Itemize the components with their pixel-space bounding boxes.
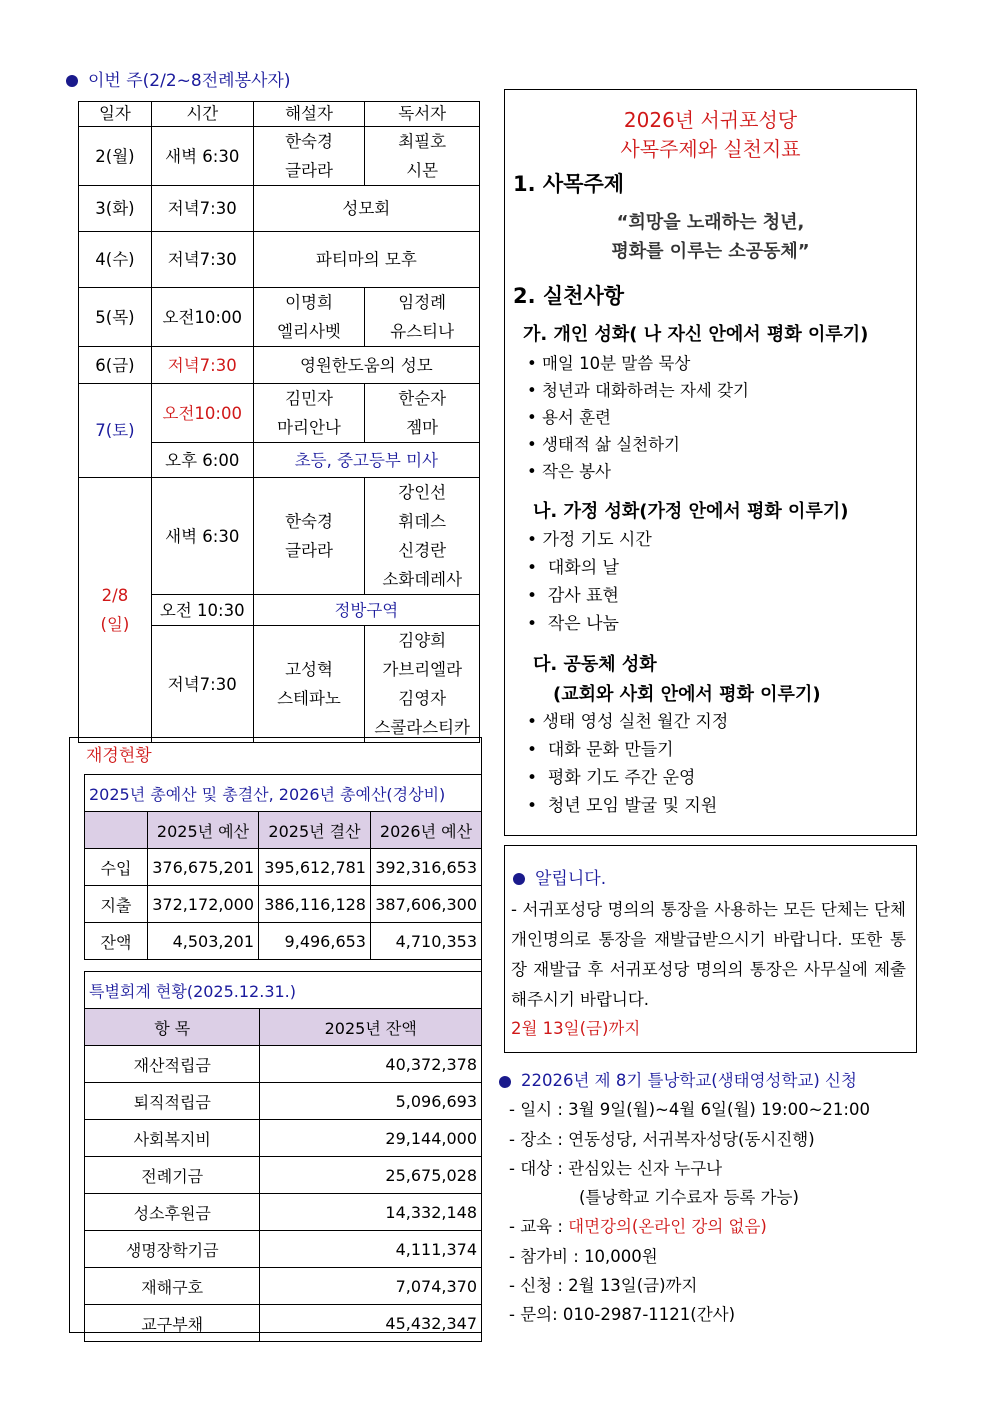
date-cell: 2(월) bbox=[79, 127, 152, 186]
event-cell: 영원한도움의 성모 bbox=[253, 347, 479, 384]
plan-title-2: 사목주제와 실천지표 bbox=[620, 137, 801, 161]
col-commentator: 해설자 bbox=[253, 102, 365, 127]
school-date: - 일시 : 3월 9일(월)~4월 6일(월) 19:00~21:00 bbox=[509, 1100, 870, 1120]
col-2025-settlement: 2025년 결산 bbox=[259, 812, 371, 849]
plan-title-1: 2026년 서귀포성당 bbox=[623, 108, 798, 132]
family-list bbox=[527, 526, 916, 638]
table-row bbox=[79, 347, 480, 384]
table-row: 지출 372,172,000 386,116,128 387,606,300 bbox=[85, 886, 482, 923]
list-item: • 감사 표현 bbox=[527, 586, 619, 606]
school-place: - 장소 : 연동성당, 서귀복자성당(동시진행) bbox=[509, 1129, 815, 1149]
school-target: - 대상 : 관심있는 신자 누구나 bbox=[509, 1158, 723, 1178]
list-item: • 대화 문화 만들기 bbox=[527, 740, 674, 760]
special-account-table bbox=[84, 971, 482, 1342]
budget-table bbox=[84, 774, 482, 960]
time-cell: 오전 10:30 bbox=[151, 595, 253, 626]
school-education: - 교육 : 대면강의(온라인 강의 없음) bbox=[509, 1217, 767, 1237]
community-title: 다. 공동체 성화 bbox=[533, 654, 657, 675]
col-2025-budget: 2025년 예산 bbox=[148, 812, 259, 849]
bullet-icon bbox=[513, 873, 525, 885]
header-blank bbox=[85, 812, 148, 849]
col-time: 시간 bbox=[151, 102, 253, 127]
notice-heading bbox=[513, 864, 916, 889]
table-row bbox=[79, 384, 480, 443]
personal-list bbox=[527, 350, 916, 485]
notice-deadline: 2월 13일(금)까지 bbox=[511, 1019, 641, 1038]
reader-cell: 한순자 젬마 bbox=[365, 384, 480, 443]
table-row: 생명장학기금 4,111,374 bbox=[85, 1231, 482, 1268]
budget-title: 2025년 총예산 및 총결산, 2026년 총예산(경상비) bbox=[85, 775, 482, 812]
list-item: • 가정 기도 시간 bbox=[527, 530, 652, 550]
list-item: • 작은 나눔 bbox=[527, 614, 619, 634]
list-item: • 작은 봉사 bbox=[527, 462, 611, 481]
table-row: 재해구호 7,074,370 bbox=[85, 1268, 482, 1305]
theme-line-2: 평화를 이루는 소공동체” bbox=[611, 241, 810, 262]
list-item: • 평화 기도 주간 운영 bbox=[527, 768, 696, 788]
list-item: • 생태적 삶 실천하기 bbox=[527, 435, 680, 454]
commentator-cell: 한숙경 글라라 bbox=[253, 478, 365, 595]
event-cell: 초등, 중고등부 미사 bbox=[253, 443, 479, 478]
table-row: 수입 376,675,201 395,612,781 392,316,653 bbox=[85, 849, 482, 886]
time-cell: 새벽 6:30 bbox=[151, 478, 253, 595]
list-item: • 청년과 대화하려는 자세 갖기 bbox=[527, 381, 749, 400]
table-row: 잔액 4,503,201 9,496,653 4,710,353 bbox=[85, 923, 482, 960]
time-cell: 저녁7:30 bbox=[151, 186, 253, 232]
commentator-cell: 고성혁 스테파노 bbox=[253, 626, 365, 743]
list-item: • 대화의 날 bbox=[527, 558, 619, 578]
table-row: 교구부채 45,432,347 bbox=[85, 1305, 482, 1342]
table-row bbox=[79, 127, 480, 186]
commentator-cell: 한숙경 글라라 bbox=[253, 127, 365, 186]
col-balance: 2025년 잔액 bbox=[260, 1009, 482, 1046]
col-2026-budget: 2026년 예산 bbox=[370, 812, 481, 849]
list-item: • 매일 10분 말씀 묵상 bbox=[527, 354, 691, 373]
school-title: 22026년 제 8기 틀낭학교(생태영성학교) 신청 bbox=[521, 1071, 857, 1090]
date-cell: 3(화) bbox=[79, 186, 152, 232]
table-header-row bbox=[79, 102, 480, 127]
finance-box bbox=[69, 737, 482, 1333]
table-row bbox=[79, 186, 480, 232]
reader-cell: 강인선 휘데스 신경란 소화데레사 bbox=[365, 478, 480, 595]
list-item: • 청년 모임 발굴 및 지원 bbox=[527, 796, 718, 816]
col-reader: 독서자 bbox=[365, 102, 480, 127]
weekly-servers-heading bbox=[66, 66, 290, 91]
time-cell: 오전10:00 bbox=[151, 384, 253, 443]
reader-cell: 임정례 유스티나 bbox=[365, 288, 480, 347]
family-title: 나. 가정 성화(가정 안에서 평화 이루기) bbox=[533, 501, 849, 522]
notice-box bbox=[504, 845, 917, 1053]
date-cell: 6(금) bbox=[79, 347, 152, 384]
time-cell: 새벽 6:30 bbox=[151, 127, 253, 186]
heading-text: 이번 주(2/2~8전례봉사자) bbox=[88, 71, 291, 91]
bullet-icon bbox=[499, 1076, 511, 1088]
reader-cell: 김양희 가브리엘라 김영자 스콜라스티카 bbox=[365, 626, 480, 743]
theme-line-1: “희망을 노래하는 청년, bbox=[616, 212, 805, 233]
pastoral-plan-box bbox=[504, 89, 917, 836]
time-cell: 오전10:00 bbox=[151, 288, 253, 347]
col-item: 항 목 bbox=[85, 1009, 260, 1046]
date-cell: 2/8 (일) bbox=[79, 478, 152, 743]
event-cell: 성모회 bbox=[253, 186, 479, 232]
commentator-cell: 이명희 엘리사벳 bbox=[253, 288, 365, 347]
ecology-school-section bbox=[499, 1066, 919, 1330]
server-schedule-table bbox=[78, 101, 480, 743]
date-cell: 7(토) bbox=[79, 384, 152, 478]
event-cell: 파티마의 모후 bbox=[253, 232, 479, 288]
community-subtitle: (교회와 사회 안에서 평화 이루기) bbox=[553, 684, 821, 705]
section-theme: 1. 사목주제 bbox=[513, 172, 625, 196]
table-row: 퇴직적립금 5,096,693 bbox=[85, 1083, 482, 1120]
table-row bbox=[79, 478, 480, 595]
finance-title: 재경현황 bbox=[86, 746, 152, 766]
table-row: 성소후원금 14,332,148 bbox=[85, 1194, 482, 1231]
school-fee: - 참가비 : 10,000원 bbox=[509, 1246, 658, 1266]
time-cell: 저녁7:30 bbox=[151, 232, 253, 288]
table-row bbox=[79, 288, 480, 347]
list-item: • 생태 영성 실천 월간 지정 bbox=[527, 712, 729, 732]
time-cell: 저녁7:30 bbox=[151, 347, 253, 384]
reader-cell: 최필호 시몬 bbox=[365, 127, 480, 186]
table-row: 사회복지비 29,144,000 bbox=[85, 1120, 482, 1157]
notice-title: 알립니다. bbox=[535, 869, 607, 889]
personal-title: 가. 개인 성화( 나 자신 안에서 평화 이루기) bbox=[523, 324, 869, 345]
bullet-icon bbox=[66, 75, 78, 87]
date-cell: 4(수) bbox=[79, 232, 152, 288]
school-target-note: (틀낭학교 기수료자 등록 가능) bbox=[579, 1188, 799, 1208]
community-list bbox=[527, 708, 916, 820]
notice-body: - 서귀포성당 명의의 통장을 사용하는 모든 단체는 단체 개인명의로 통장을 재발급받으시기 바랍니다. 또한 통장 재발급 후 서귀포성당 명의의 통장은 사무실에 제출해주시기 바랍니다. bbox=[511, 900, 906, 1009]
school-heading bbox=[499, 1066, 919, 1095]
school-apply: - 신청 : 2월 13일(금)까지 bbox=[509, 1276, 698, 1296]
date-cell: 5(목) bbox=[79, 288, 152, 347]
table-row bbox=[79, 232, 480, 288]
time-cell: 저녁7:30 bbox=[151, 626, 253, 743]
list-item: • 용서 훈련 bbox=[527, 408, 611, 427]
table-row: 재산적립금 40,372,378 bbox=[85, 1046, 482, 1083]
col-date: 일자 bbox=[79, 102, 152, 127]
section-practice: 2. 실천사항 bbox=[513, 284, 625, 308]
commentator-cell: 김민자 마리안나 bbox=[253, 384, 365, 443]
school-contact: - 문의: 010-2987-1121(간사) bbox=[509, 1305, 736, 1325]
special-title: 특별회계 현황(2025.12.31.) bbox=[85, 972, 482, 1009]
time-cell: 오후 6:00 bbox=[151, 443, 253, 478]
table-row: 전례기금 25,675,028 bbox=[85, 1157, 482, 1194]
event-cell: 정방구역 bbox=[253, 595, 479, 626]
